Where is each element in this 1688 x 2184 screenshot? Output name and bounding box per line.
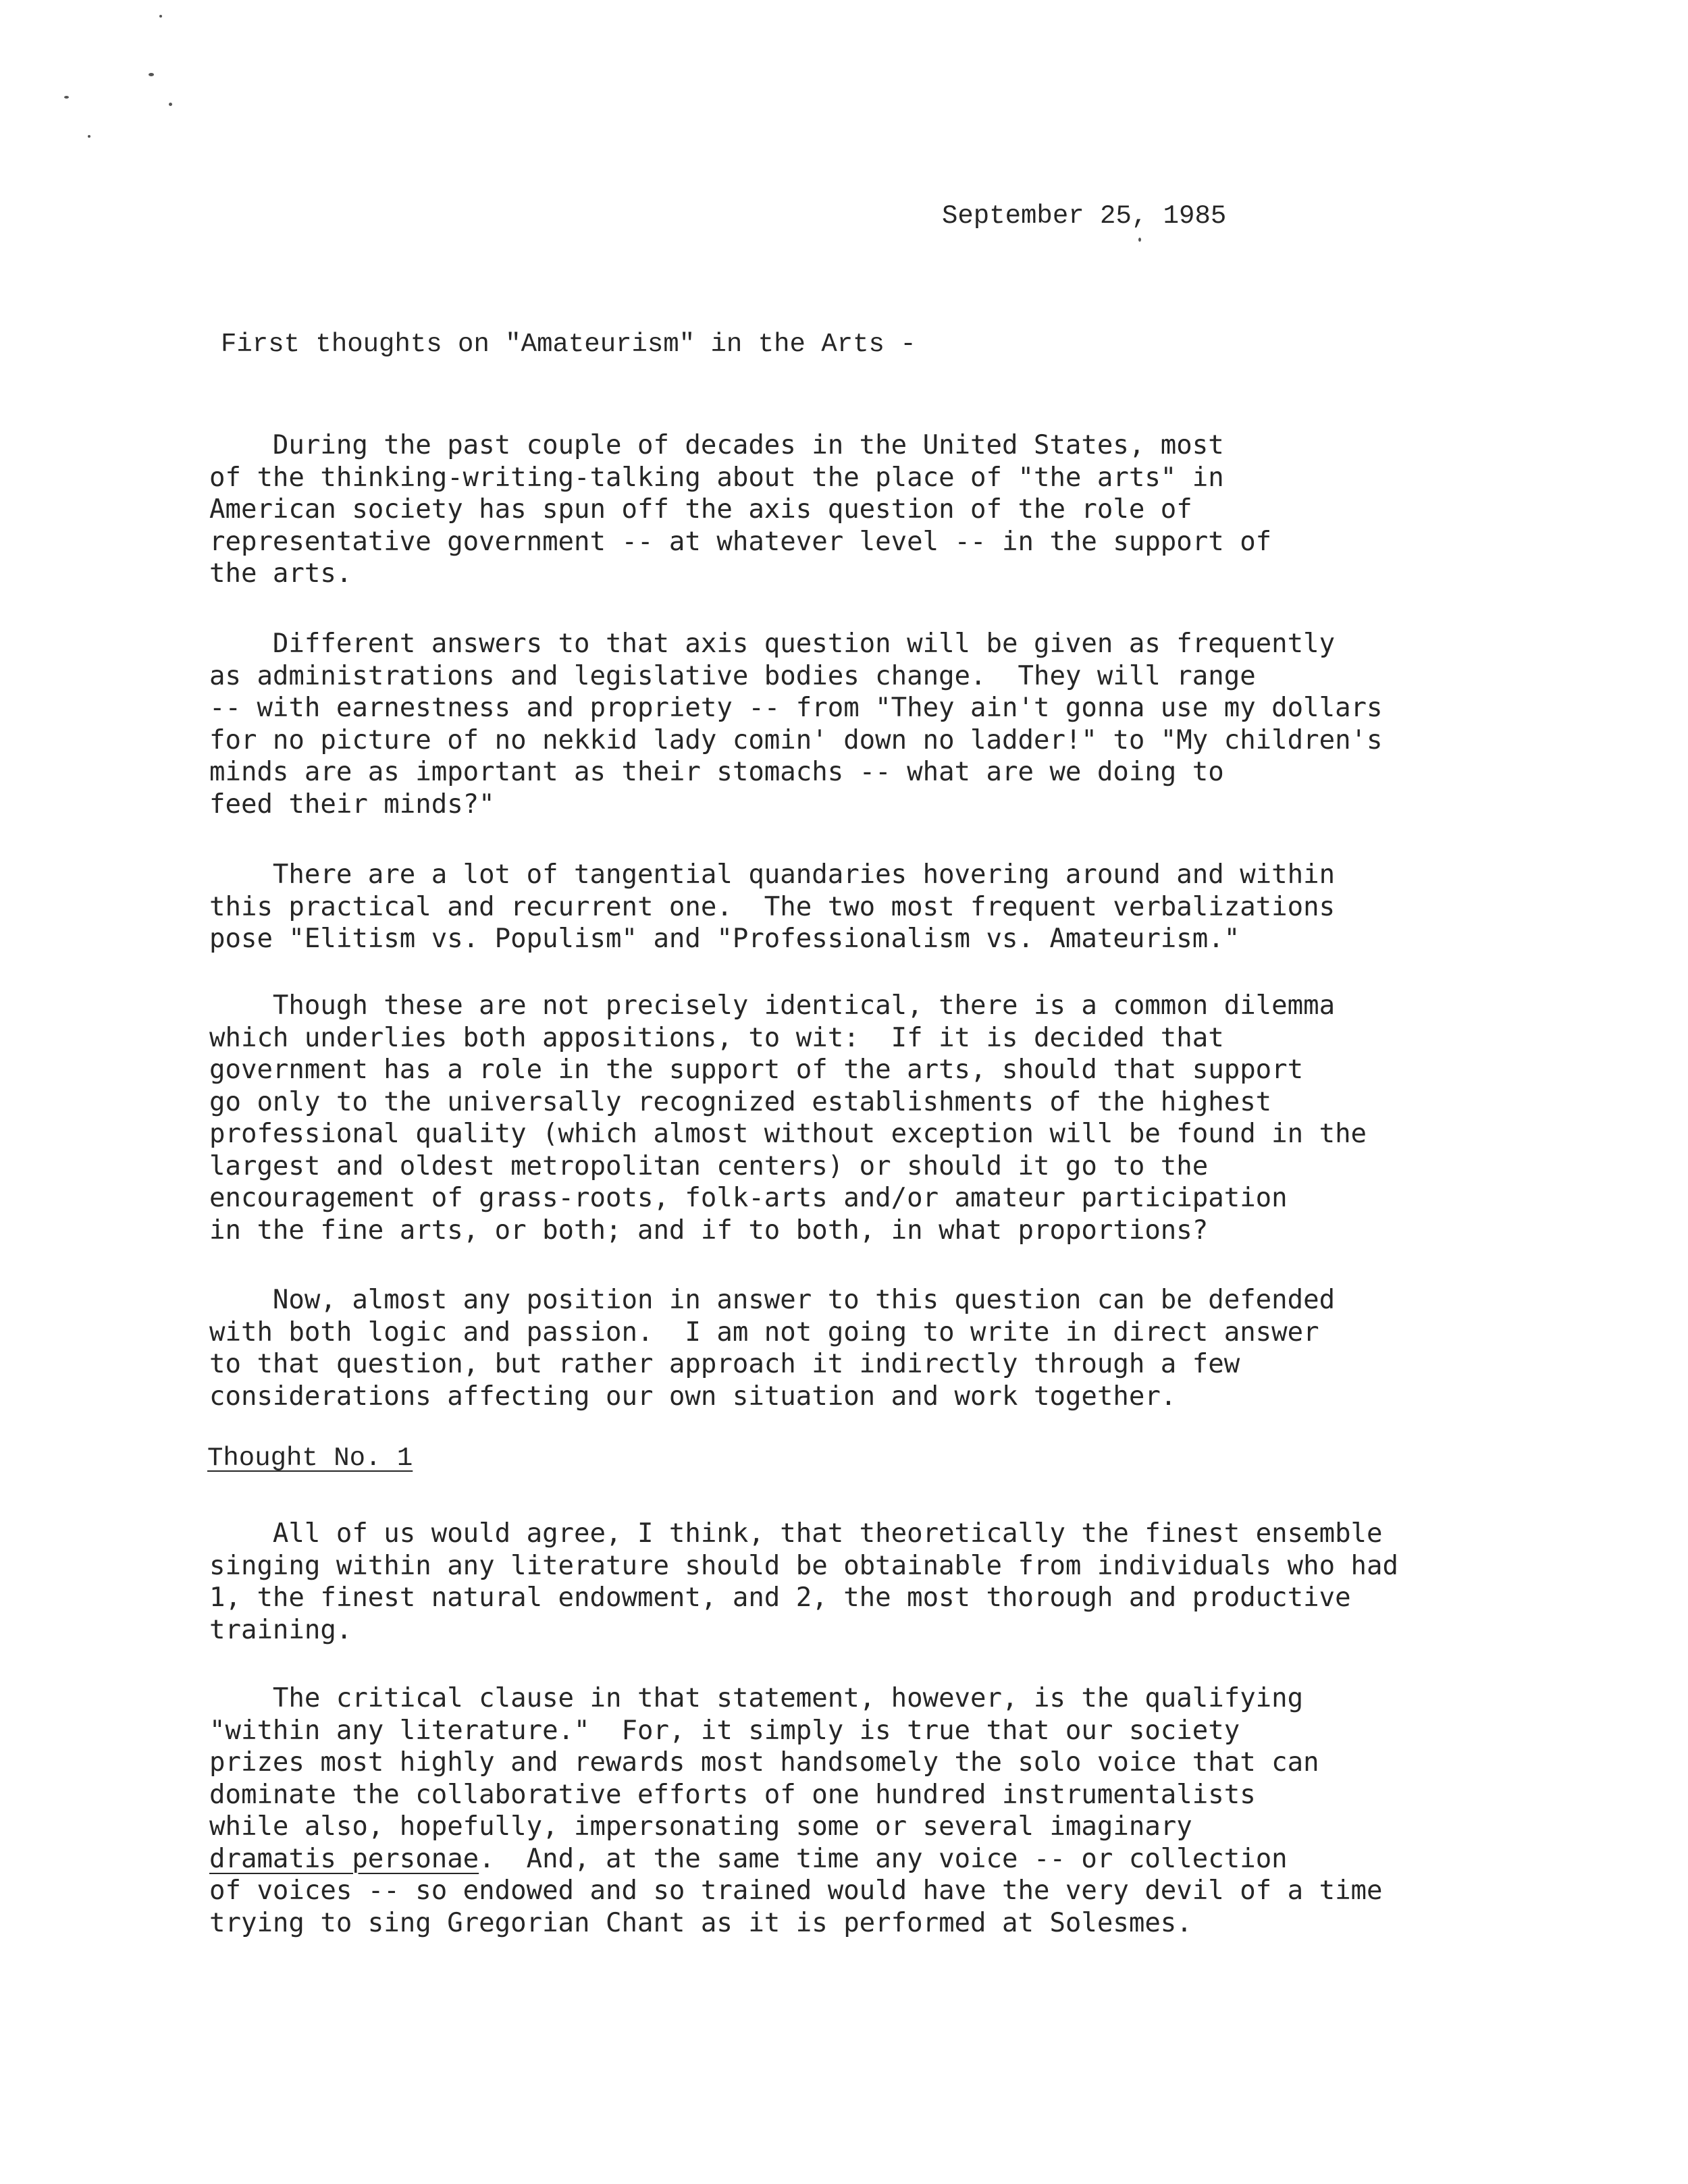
paragraph-line: to that question, but rather approach it indirectly through a few [209, 1349, 1240, 1379]
paragraph-line: prizes most highly and rewards most handsomely the solo voice that can [209, 1747, 1319, 1778]
paragraph-line: while also, hopefully, impersonating some or several imaginary [209, 1811, 1192, 1842]
paragraph-line: Now, almost any position in answer to this question can be defended [209, 1285, 1336, 1315]
thought-paragraph-1 [209, 1518, 1398, 1646]
paragraph-line: professional quality (which almost without exception will be found in the [209, 1119, 1367, 1149]
paragraph-line: this practical and recurrent one. The two most frequent verbalizations [209, 891, 1336, 922]
paragraph-4 [209, 990, 1367, 1246]
paragraph-line: The critical clause in that statement, however, is the qualifying [209, 1683, 1304, 1713]
paragraph-line: trying to sing Gregorian Chant as it is performed at Solesmes. [209, 1907, 1192, 1938]
scan-speck [64, 96, 69, 99]
scan-speck [1138, 238, 1141, 242]
paragraph-line: encouragement of grass-roots, folk-arts and/or amateur participation [209, 1183, 1288, 1213]
paragraph-2 [209, 628, 1383, 820]
paragraph-line: representative government -- at whatever level -- in the support of [209, 526, 1272, 557]
paragraph-line: considerations affecting our own situation and work together. [209, 1381, 1177, 1412]
paragraph-line: in the fine arts, or both; and if to both, in what proportions? [209, 1215, 1209, 1246]
paragraph-line: as administrations and legislative bodies change. They will range [209, 660, 1256, 691]
scan-speck [88, 135, 90, 138]
paragraph-line: training. [209, 1614, 352, 1645]
paragraph-line: go only to the universally recognized establishments of the highest [209, 1086, 1272, 1117]
paragraph-line: government has a role in the support of the arts, should that support [209, 1055, 1304, 1085]
letter-date: September 25, 1985 [942, 201, 1227, 231]
paragraph-line-rest: . And, at the same time any voice -- or collection [479, 1843, 1288, 1874]
scan-speck [159, 15, 162, 18]
paragraph-line: American society has spun off the axis question of the role of [209, 494, 1192, 525]
paragraph-line: of the thinking-writing-talking about the place of "the arts" in [209, 462, 1224, 493]
paragraph-line: which underlies both appositions, to wit: If it is decided that [209, 1022, 1224, 1053]
paragraph-line: Though these are not precisely identical, there is a common dilemma [209, 990, 1336, 1021]
section-heading: Thought No. 1 [207, 1443, 413, 1473]
paragraph-line: for no picture of no nekkid lady comin' down no ladder!" to "My children's [209, 724, 1383, 755]
paragraph-line: minds are as important as their stomachs -- what are we doing to [209, 757, 1224, 787]
underlined-phrase: dramatis personae [209, 1843, 479, 1874]
paragraph-line: singing within any literature should be obtainable from individuals who had [209, 1550, 1398, 1581]
paragraph-5 [209, 1284, 1335, 1412]
paragraph-line: There are a lot of tangential quandaries hovering around and within [209, 859, 1336, 890]
paragraph-line: pose "Elitism vs. Populism" and "Professionalism vs. Amateurism." [209, 924, 1240, 954]
paragraph-line: dominate the collaborative efforts of one hundred instrumentalists [209, 1779, 1256, 1810]
paragraph-line: with both logic and passion. I am not going to write in direct answer [209, 1316, 1319, 1348]
paragraph-line: "within any literature." For, it simply is true that our society [209, 1715, 1240, 1746]
paragraph-line: -- with earnestness and propriety -- from "They ain't gonna use my dollars [209, 693, 1383, 723]
scan-speck [149, 73, 154, 76]
paragraph-line: the arts. [209, 558, 352, 589]
paragraph-line: During the past couple of decades in the United States, most [209, 430, 1224, 460]
paragraph-line: largest and oldest metropolitan centers) or should it go to the [209, 1150, 1209, 1181]
paragraph-line: of voices -- so endowed and so trained would have the very devil of a time [209, 1875, 1383, 1906]
scan-speck [169, 103, 172, 106]
document-title: First thoughts on "Amateurism" in the Arts - [221, 329, 916, 359]
paragraph-line: 1, the finest natural endowment, and 2, the most thorough and productive [209, 1582, 1351, 1613]
paragraph-line: All of us would agree, I think, that theoretically the finest ensemble [209, 1518, 1383, 1549]
paragraph-3 [209, 859, 1335, 955]
thought-paragraph-2 [209, 1682, 1383, 1939]
paragraph-1 [209, 429, 1271, 590]
paragraph-line: Different answers to that axis question will be given as frequently [209, 629, 1336, 659]
paragraph-line: feed their minds?" [209, 789, 495, 820]
